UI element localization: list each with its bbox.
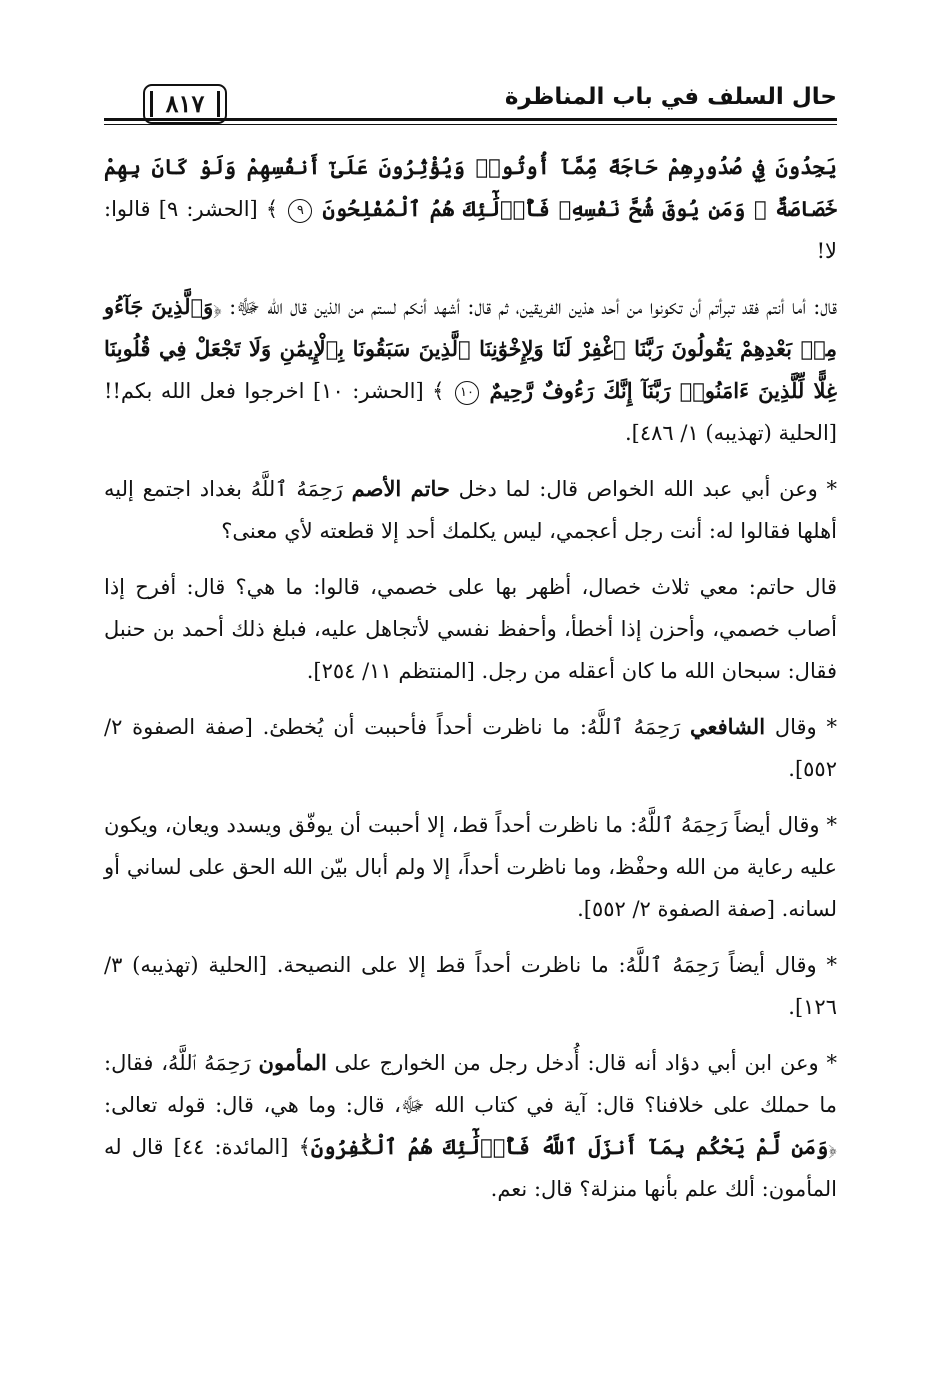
paragraph-text: رَحِمَهُ ٱللَّهُ: ما ناظرت أحداً فأحببت أن يُخطئ. [صفة الصفوة ٢/ ٥٥٢]. <box>104 715 837 781</box>
paragraph-6: * وقال أيضاً رَحِمَهُ ٱللَّهُ: ما ناظرت أحداً قط، إلا أحببت أن يوفّق ويسدد ويعان، ويكون عليه رعاية من الله وحفْظ، وما ناظرت أحداً، إلا ولم أبال بيّن الله الحق على لساني أو لسانه. [صفة الصفوة ٢/ ٥٥٢]. <box>104 813 837 921</box>
paragraph-text: ﴾ [الحشر: ٩] قالوا: لا! <box>104 197 837 263</box>
quran-verse: يَجِدُونَ فِي صُدُورِهِمْ حَاجَةً مِّمَّآ أُوتُوا۟ وَيُؤْثِرُونَ عَلَىٰٓ أَنفُسِهِمْ وَلَوْ كَانَ بِهِمْ خَصَاصَةٌ ۚ وَمَن يُوقَ شُحَّ نَفْسِهِۦ فَأُو۟لَٰٓئِكَ هُمُ ٱلْمُفْلِحُونَ <box>104 154 837 221</box>
person-name: حاتم الأصم <box>351 476 450 501</box>
paragraph-text: * وقال <box>765 715 837 739</box>
paragraph-text: ﴾ [المائدة: ٤٤] قال له المأمون: ألك علم بأنها منزلة؟ قال: نعم. <box>104 1135 837 1201</box>
paragraph-3 <box>104 468 837 552</box>
paragraph-8 <box>104 1042 837 1210</box>
paragraph-text: * وعن أبي عبد الله الخواص قال: لما دخل <box>449 477 837 501</box>
person-name: الشافعي <box>690 714 766 739</box>
header-rule <box>104 118 837 125</box>
page-body <box>104 146 837 1210</box>
paragraph-text: * وعن ابن أبي دؤاد أنه قال: أُدخل رجل من الخوارج على <box>326 1051 838 1075</box>
paragraph-7: * وقال أيضاً رَحِمَهُ ٱللَّهُ: ما ناظرت أحداً قط إلا على النصيحة. [الحلية (تهذيبه) ٣/ ١٢٦]. <box>104 953 837 1019</box>
paragraph-text: ﴾ [الحشر: ١٠] اخرجوا فعل الله بكم!! [الحلية (تهذيبه) ١/ ٤٨٦]. <box>104 379 837 445</box>
paragraph-2 <box>104 286 837 454</box>
paragraph-4: قال حاتم: معي ثلاث خصال، أظهر بها على خصمي، قالوا: ما هي؟ قال: أفرح إذا أصاب خصمي، وأحزن إذا أخطأ، وأحفظ نفسي لأتجاهل عليه، فبلغ ذلك أحمد بن حنبل فقال: سبحان الله ما كان أعقله من رجل. [المنتظم ١١/ ٢٥٤]. <box>104 575 837 683</box>
paragraph-5 <box>104 706 837 790</box>
person-name: المأمون <box>258 1050 327 1075</box>
page-number: ٨١٧ <box>143 84 227 124</box>
running-title: حال السلف في باب المناظرة <box>504 84 837 110</box>
ayah-number-marker: ١٠ <box>455 381 479 405</box>
quran-verse: وَٱلَّذِينَ جَآءُو مِنۢ بَعْدِهِمْ يَقُولُونَ رَبَّنَا ٱغْفِرْ لَنَا وَلِإِخْوَٰنِنَا ٱلَّذِينَ سَبَقُونَا بِٱلْإِيمَٰنِ وَلَا تَجْعَلْ فِي قُلُوبِنَا غِلًّا لِّلَّذِينَ ءَامَنُوا۟ رَبَّنَآ إِنَّكَ رَءُوفٌ رَّحِيمٌ <box>104 294 837 403</box>
paragraph-text: قال: أما أنتم فقد تبرأتم أن تكونوا من أحد هذين الفريقين، ثم قال: أشهد أنكم لستم من الذين قال الله ﷻ: ﴿ <box>213 295 837 319</box>
ayah-number-marker: ٩ <box>288 199 312 223</box>
paragraph-text: رَحِمَهُ ٱللَّهُ بغداد اجتمع إليه أهلها فقالوا له: أنت رجل أعجمي، ليس يكلمك أحد إلا قطعته لأي معنى؟ <box>104 477 837 543</box>
paragraph-text: رَحِمَهُ ٱللَّهُ، فقال: ما حملك على خلافنا؟ قال: آية في كتاب الله ﷻ، قال: وما هي، قال: قوله تعالى: ﴿ <box>104 1051 837 1159</box>
quran-verse: وَمَن لَّمْ يَحْكُم بِمَآ أَنزَلَ ٱللَّهُ فَأُو۟لَٰٓئِكَ هُمُ ٱلْكَٰفِرُونَ <box>310 1134 829 1159</box>
paragraph-1 <box>104 146 837 272</box>
